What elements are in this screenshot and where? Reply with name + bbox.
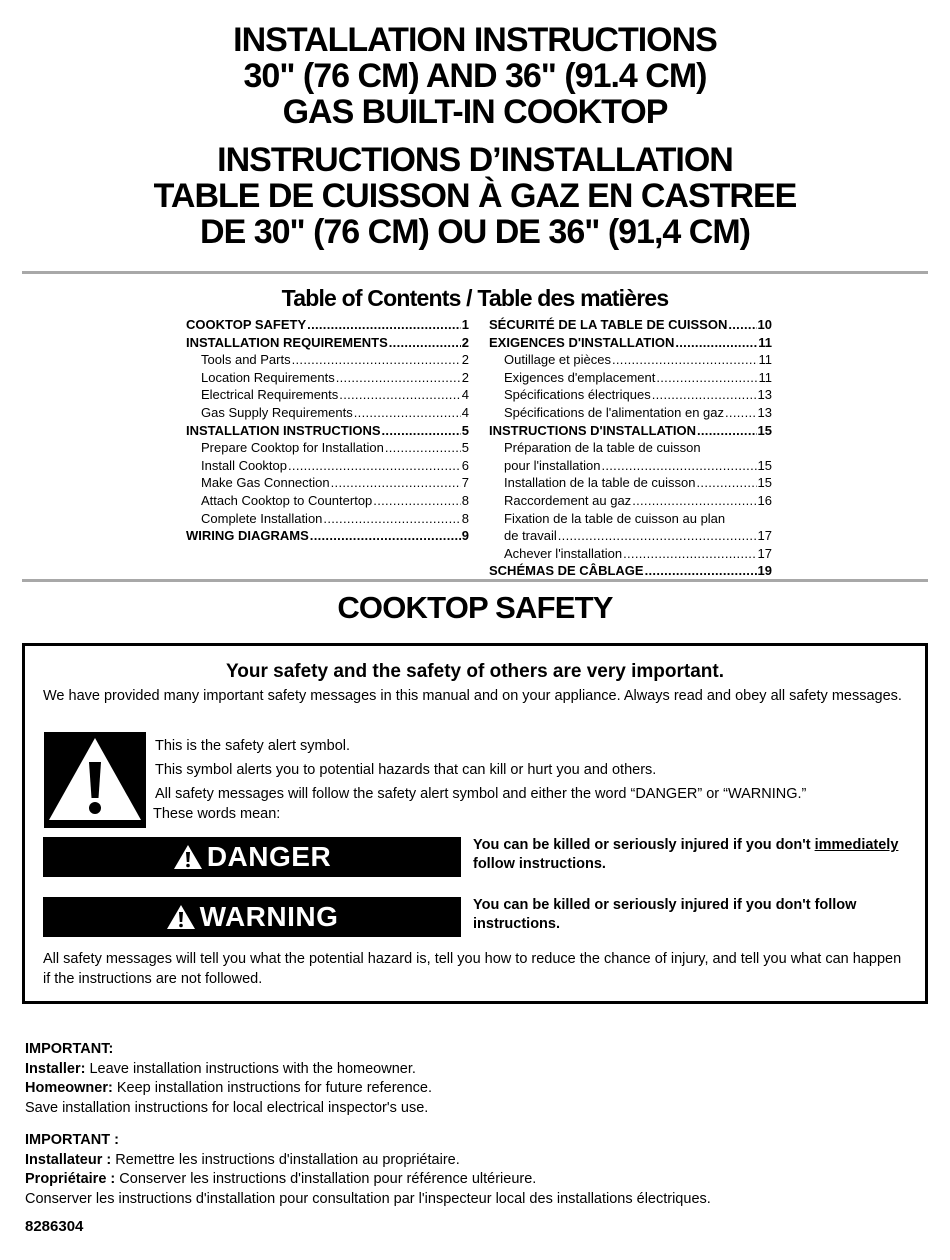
toc-page-number: 9 xyxy=(461,528,469,544)
toc-entry xyxy=(186,474,469,492)
toc-entry xyxy=(186,386,469,404)
toc-entry xyxy=(186,439,469,457)
warning-triangle-icon xyxy=(173,844,203,870)
toc-leader xyxy=(339,386,460,404)
toc-page-number: 8 xyxy=(461,510,469,526)
toc-leader xyxy=(354,404,461,422)
toc-entry xyxy=(186,351,469,369)
toc-entry xyxy=(186,316,469,334)
toc-entry xyxy=(489,510,772,545)
toc-entry xyxy=(489,492,772,510)
toc-entry-label: INSTRUCTIONS D'INSTALLATION xyxy=(489,422,696,438)
toc-entry-label: WIRING DIAGRAMS xyxy=(186,528,309,544)
toc-leader xyxy=(645,562,757,580)
toc-leader xyxy=(382,422,461,440)
save-instructions-text: Save installation instructions for local electrical inspector's use. xyxy=(25,1099,429,1116)
title-line: GAS BUILT-IN COOKTOP xyxy=(282,93,668,131)
toc-leader xyxy=(323,510,460,528)
warning-banner xyxy=(43,897,461,937)
owner-text: Conserver les instructions d'installation pour référence ultérieure. xyxy=(115,1171,537,1187)
toc-entry xyxy=(489,334,772,352)
safety-box xyxy=(22,643,928,1004)
toc-entry xyxy=(489,404,772,422)
title-line: DE 30" (76 CM) OU DE 36" (91,4 CM) xyxy=(200,213,750,251)
toc-entry-label: pour l'installation xyxy=(504,457,601,473)
toc-page-number: 17 xyxy=(757,545,772,561)
toc-page-number: 2 xyxy=(461,334,469,350)
symbol-description: This is the safety alert symbol. xyxy=(155,738,351,754)
title-line: TABLE DE CUISSON À GAZ EN CASTREE xyxy=(153,177,797,215)
toc-page-number: 11 xyxy=(758,334,772,350)
toc-entry xyxy=(186,422,469,440)
toc-leader xyxy=(623,545,756,563)
toc-entry-label: SCHÉMAS DE CÂBLAGE xyxy=(489,563,644,579)
warning-description: You can be killed or seriously injured if you don't follow instructions. xyxy=(473,897,857,932)
symbol-description: All safety messages will follow the safety alert symbol and either the word “DANGER” or “WARNING.” xyxy=(155,786,807,802)
danger-text-part: follow instructions. xyxy=(473,856,606,872)
toc-entry-label: Préparation de la table de cuisson xyxy=(504,440,701,456)
toc-entry-label: Outillage et pièces xyxy=(504,352,611,368)
toc-leader xyxy=(728,316,756,334)
toc-leader xyxy=(632,492,756,510)
toc-entry-label: INSTALLATION INSTRUCTIONS xyxy=(186,422,381,438)
installer-text: Remettre les instructions d'installation au propriétaire. xyxy=(111,1151,460,1168)
toc-page-number: 2 xyxy=(461,369,469,385)
toc-entry-label: de travail xyxy=(504,528,557,544)
toc-entry-label: Make Gas Connection xyxy=(201,475,330,491)
installer-label: Installer: xyxy=(25,1060,86,1077)
toc-entry xyxy=(186,404,469,422)
toc-entry xyxy=(186,369,469,387)
toc-leader xyxy=(310,527,461,545)
toc-page-number: 15 xyxy=(757,457,772,473)
symbol-description: This symbol alerts you to potential hazards that can kill or hurt you and others. xyxy=(155,762,657,778)
toc-entry xyxy=(186,492,469,510)
toc-entry-label: Achever l'installation xyxy=(504,545,623,561)
toc-page-number: 7 xyxy=(461,475,469,491)
toc-entry-label: INSTALLATION REQUIREMENTS xyxy=(186,334,388,350)
section-title: COOKTOP SAFETY xyxy=(337,590,613,625)
toc-entry-label: Raccordement au gaz xyxy=(504,492,632,508)
title-english xyxy=(0,22,950,130)
toc-entry-label: Installation de la table de cuisson xyxy=(504,475,696,491)
important-english xyxy=(25,1040,432,1118)
toc-page-number: 17 xyxy=(757,528,772,544)
safety-intro: We have provided many important safety messages in this manual and on your appliance. Always read and obey all safety messages. xyxy=(43,688,902,704)
toc-leader xyxy=(697,474,757,492)
toc-page-number: 2 xyxy=(461,352,469,368)
installer-text: Leave installation instructions with the homeowner. xyxy=(85,1060,416,1077)
important-heading: IMPORTANT : xyxy=(25,1132,119,1148)
toc-entry xyxy=(489,422,772,440)
toc-leader xyxy=(307,316,461,334)
danger-text-emphasis: immediately xyxy=(814,837,899,853)
toc-leader xyxy=(656,369,757,387)
toc-leader xyxy=(612,351,758,369)
toc-entry xyxy=(489,369,772,387)
installer-label: Installateur : xyxy=(25,1151,112,1168)
toc-entry-label: Spécifications de l'alimentation en gaz xyxy=(504,404,725,420)
toc-entry-label: Attach Cooktop to Countertop xyxy=(201,492,373,508)
important-french xyxy=(25,1131,711,1209)
title-line: INSTRUCTIONS D’INSTALLATION xyxy=(217,141,733,179)
toc-page-number: 11 xyxy=(758,352,772,368)
toc-page-number: 15 xyxy=(757,422,772,438)
toc-entry xyxy=(489,474,772,492)
toc-page-number: 5 xyxy=(461,422,469,438)
toc-entry xyxy=(186,527,469,545)
toc-entry-label: Spécifications électriques xyxy=(504,387,651,403)
owner-label: Propriétaire : xyxy=(25,1171,116,1187)
toc-entry-label: Exigences d'emplacement xyxy=(504,369,656,385)
title-line: INSTALLATION INSTRUCTIONS xyxy=(233,21,717,59)
toc-leader xyxy=(725,404,757,422)
toc-entry-label: Prepare Cooktop for Installation xyxy=(201,440,384,456)
toc-entry xyxy=(489,386,772,404)
toc-entry-label: Electrical Requirements xyxy=(201,387,339,403)
danger-description xyxy=(473,836,918,874)
toc-entry-label: COOKTOP SAFETY xyxy=(186,317,307,332)
homeowner-text: Keep installation instructions for future reference. xyxy=(112,1080,432,1096)
toc-page-number: 15 xyxy=(757,475,772,491)
toc-heading: Table of Contents / Table des matières xyxy=(281,285,669,311)
save-instructions-text: Conserver les instructions d'installation pour consultation par l'inspecteur local des installations électriques. xyxy=(25,1190,711,1207)
toc-page-number: 5 xyxy=(461,440,469,456)
toc-entry xyxy=(186,457,469,475)
divider xyxy=(22,579,928,582)
danger-label: DANGER xyxy=(206,841,332,872)
toc-leader xyxy=(288,457,461,475)
danger-text-part: You can be killed or seriously injured if you don't xyxy=(473,837,815,853)
toc-entry xyxy=(186,510,469,528)
toc-page-number: 10 xyxy=(757,317,772,332)
toc-english xyxy=(186,316,469,545)
toc-entry xyxy=(489,545,772,563)
toc-leader xyxy=(336,369,461,387)
toc-entry-label: Fixation de la table de cuisson au plan xyxy=(504,510,726,526)
toc-entry-label: EXIGENCES D'INSTALLATION xyxy=(489,334,675,350)
toc-leader xyxy=(558,527,757,545)
toc-page-number: 16 xyxy=(757,492,772,508)
toc-page-number: 13 xyxy=(757,404,772,420)
toc-page-number: 4 xyxy=(461,404,469,420)
toc-page-number: 6 xyxy=(461,457,469,473)
toc-entry-label: Tools and Parts xyxy=(201,352,291,368)
toc-entry-label: Gas Supply Requirements xyxy=(201,404,353,420)
toc-page-number: 4 xyxy=(461,387,469,403)
symbol-description: These words mean: xyxy=(153,806,281,822)
toc-entry-label: Complete Installation xyxy=(201,510,323,526)
danger-banner xyxy=(43,837,461,877)
toc-page-number: 19 xyxy=(757,563,772,579)
toc-leader xyxy=(697,422,757,440)
toc-leader xyxy=(389,334,461,352)
safety-closing: All safety messages will tell you what the potential hazard is, tell you how to reduce the chance of injury, and tell you what can happen if the instructions are not followed. xyxy=(43,951,902,987)
toc-leader xyxy=(652,386,757,404)
toc-leader xyxy=(385,439,461,457)
toc-entry-label: Location Requirements xyxy=(201,369,335,385)
toc-leader xyxy=(601,457,756,475)
document-number: 8286304 xyxy=(25,1218,84,1235)
divider xyxy=(22,271,928,274)
toc-page-number: 13 xyxy=(757,387,772,403)
toc-leader xyxy=(292,351,461,369)
homeowner-label: Homeowner: xyxy=(25,1080,113,1096)
warning-triangle-icon xyxy=(166,904,196,930)
toc-entry-label: SÉCURITÉ DE LA TABLE DE CUISSON xyxy=(489,317,728,332)
toc-entry xyxy=(186,334,469,352)
toc-entry xyxy=(489,562,772,580)
important-heading: IMPORTANT: xyxy=(25,1041,114,1057)
safety-alert-icon xyxy=(44,732,146,828)
toc-leader xyxy=(373,492,460,510)
toc-french xyxy=(489,316,772,580)
toc-page-number: 11 xyxy=(758,369,772,385)
toc-entry xyxy=(489,316,772,334)
toc-page-number: 8 xyxy=(461,492,469,508)
toc-leader xyxy=(675,334,757,352)
title-french xyxy=(0,142,950,250)
toc-entry xyxy=(489,439,772,474)
toc-leader xyxy=(331,474,461,492)
toc-entry-label: Install Cooktop xyxy=(201,457,287,473)
warning-label: WARNING xyxy=(199,901,339,932)
toc-page-number: 1 xyxy=(461,317,469,332)
toc-entry xyxy=(489,351,772,369)
safety-heading: Your safety and the safety of others are very important. xyxy=(225,661,724,682)
title-line: 30" (76 CM) AND 36" (91.4 CM) xyxy=(243,57,707,95)
